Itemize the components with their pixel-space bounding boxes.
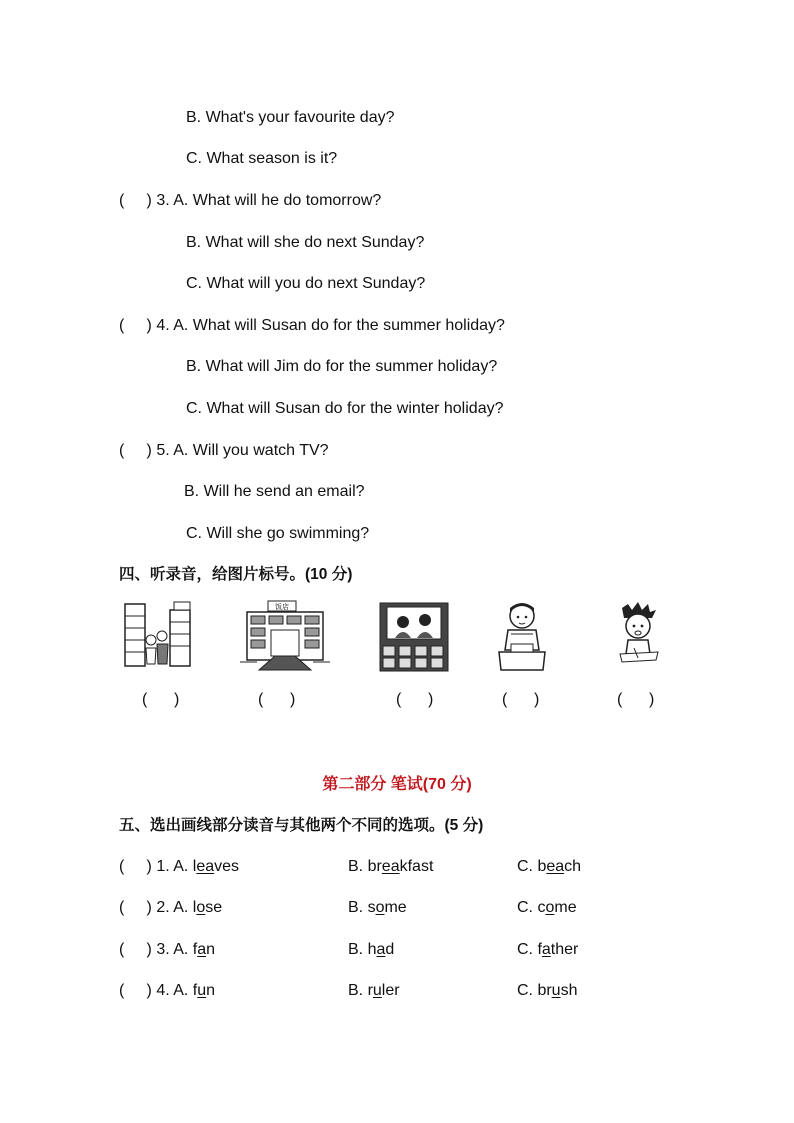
question-3: ( ) 3. A. What will he do tomorrow?	[119, 192, 382, 209]
restaurant-building-picture	[239, 600, 331, 672]
option-3b: B. What will she do next Sunday?	[186, 234, 425, 251]
phonics-question-2-option-a: ( ) 2. A. lose	[119, 899, 223, 916]
phonics-question-1-option-a: ( ) 1. A. leaves	[119, 858, 240, 875]
question-5: ( ) 5. A. Will you watch TV?	[119, 442, 329, 459]
picture-2-answer-blank[interactable]: ( )	[258, 691, 296, 708]
phonics-question-4-option-a: ( ) 4. A. fun	[119, 982, 216, 999]
phonics-question-3-option-a: ( ) 3. A. fan	[119, 941, 216, 958]
phonics-question-1-option-c: C. beach	[517, 858, 582, 875]
option-5b: B. Will he send an email?	[184, 483, 365, 500]
supermarket-picture	[124, 600, 192, 670]
section-5-heading: 五、选出画线部分读音与其他两个不同的选项。(5 分)	[119, 817, 484, 834]
phonics-question-3-option-b: B. had	[348, 941, 395, 958]
restaurant-sign-text: 饭店	[275, 603, 289, 611]
option-5c: C. Will she go swimming?	[186, 525, 370, 542]
part-2-title: 第二部分 笔试(70 分)	[322, 776, 472, 793]
section-4-heading: 四、听录音，给图片标号。(10 分)	[119, 566, 353, 583]
picture-1-answer-blank[interactable]: ( )	[142, 691, 180, 708]
phonics-question-4-option-c: C. brush	[517, 982, 578, 999]
phonics-question-3-option-c: C. father	[517, 941, 579, 958]
boy-thinking-picture	[616, 602, 660, 666]
phonics-question-2-option-c: C. come	[517, 899, 577, 916]
option-4b: B. What will Jim do for the summer holiday?	[186, 358, 498, 375]
cinema-picture	[379, 602, 449, 672]
option-2b: B. What's your favourite day?	[186, 109, 395, 126]
boy-writing-picture	[497, 600, 547, 672]
option-3c: C. What will you do next Sunday?	[186, 275, 426, 292]
picture-5-answer-blank[interactable]: ( )	[617, 691, 655, 708]
phonics-question-4-option-b: B. ruler	[348, 982, 400, 999]
picture-3-answer-blank[interactable]: ( )	[396, 691, 434, 708]
option-2c: C. What season is it?	[186, 150, 338, 167]
phonics-question-2-option-b: B. some	[348, 899, 407, 916]
picture-4-answer-blank[interactable]: ( )	[502, 691, 540, 708]
option-4c: C. What will Susan do for the winter holiday?	[186, 400, 504, 417]
question-4: ( ) 4. A. What will Susan do for the summer holiday?	[119, 317, 505, 334]
phonics-question-1-option-b: B. breakfast	[348, 858, 434, 875]
